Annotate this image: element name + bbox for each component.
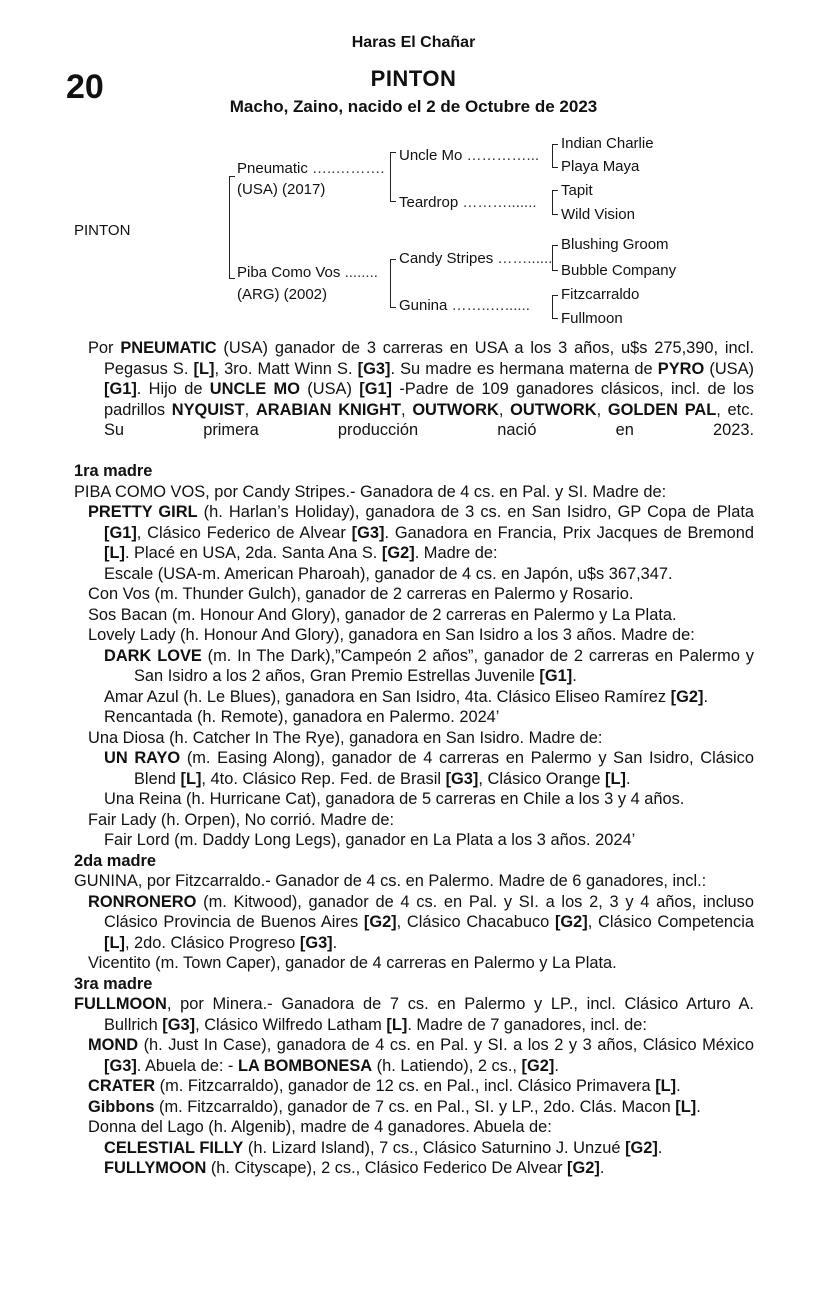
text-run: Sos Bacan (m. Honour And Glory), ganador de 2 carreras en Palermo y La Plata. [88,605,677,624]
text-run: . [599,1159,605,1177]
pedigree-sire-origin: (USA) (2017) [237,181,326,198]
bracket-line [552,270,558,271]
family-entry [74,482,754,503]
horse-description: Macho, Zaino, nacido el 2 de Octubre de 2023 [229,97,598,116]
text-run: Escale (USA-m. American Pharoah), ganador de 4 cs. en Japón, u$s 367,347. [104,564,673,583]
family-entry [74,584,754,605]
text-run: Amar Azul (h. Le Blues), ganadora en San Isidro, 4ta. Clásico Eliseo Ramírez [104,687,671,706]
bold-text: [G1] [104,380,137,398]
text-run: Donna del Lago (h. Algenib), madre de 4 ganadores. Abuela de: [88,1118,552,1136]
bracket-line [229,278,235,279]
text-run: . Ganadora en Francia, Prix Jacques de Bremond [384,523,754,542]
stud-name: Haras El Chañar [351,34,476,51]
bold-text: [L] [605,769,626,788]
text-run: . [572,667,577,685]
text-run: . Placé en USA, 2da. Santa Ana S. [124,544,382,562]
pedigree-sire-sire: Uncle Mo …………... [399,147,540,164]
horse-name: PINTON [370,66,457,91]
bold-text: [L] [104,544,125,562]
family-entry [74,789,754,810]
pedigree-gen3-7: Fitzcarraldo [561,286,640,303]
text-run: . Hijo de [136,380,210,398]
text-run: (h. Cityscape), 2 cs., Clásico Federico De Alvear [206,1159,568,1177]
pedigree-dam-sire: Candy Stripes ……...... [399,250,553,267]
family-entry [74,871,754,892]
bracket-line [390,259,396,260]
bold-text: [G2] [554,913,588,931]
bold-text: [L] [675,1097,697,1116]
text-run: . [703,687,709,706]
text-run: (USA) [299,380,360,398]
text-run: (m. Fitzcarraldo), ganador de 12 cs. en Pal., incl. Clásico Primavera [155,1077,656,1095]
family-entry [74,707,754,728]
text-run: Con Vos (m. Thunder Gulch), ganador de 2 carreras en Palermo y Rosario. [88,585,634,603]
bold-text: [L] [655,1077,677,1095]
section-heading-third-dam: 3ra madre [74,974,153,993]
pedigree-sire: Pneumatic …..………. [237,160,385,177]
bold-text: [G3] [351,523,385,542]
text-run: Lovely Lady (h. Honour And Glory), ganadora en San Isidro a los 3 años. Madre de: [88,626,695,644]
family-entry [74,810,754,831]
text-run: (h. Lizard Island), 7 cs., Clásico Saturnino J. Unzué [243,1138,626,1157]
bold-text: Gibbons [88,1097,155,1116]
text-run: , [401,400,413,419]
family-entry [74,646,754,687]
family-entry [74,748,754,789]
text-run: Vicentito (m. Town Caper), ganador de 4 carreras en Palermo y La Plata. [88,954,617,972]
bracket-line [552,245,553,271]
text-run: . [676,1077,681,1095]
family-entry [74,564,754,585]
text-run: . [554,1056,559,1075]
family-entry [74,892,754,954]
family-entry [74,830,754,851]
female-family [74,461,754,1179]
sire-paragraph [74,338,754,441]
bold-text: [G1] [359,380,393,398]
text-run: PIBA COMO VOS, por Candy Stripes.- Ganadora de 4 cs. en Pal. y SI. Madre de: [74,482,667,501]
text-run: Rencantada (h. Remote), ganadora en Palermo. 2024’ [104,708,500,726]
bold-text: [L] [193,359,215,378]
bold-text: [G2] [625,1138,658,1157]
pedigree-gen3-3: Tapit [561,182,593,199]
bold-text: [G2] [521,1056,555,1075]
text-run: , 4to. Clásico Rep. Fed. de Brasil [201,769,446,788]
bracket-line [552,167,558,168]
bracket-line [552,214,558,215]
text-run: , Clásico Chacabuco [396,913,555,931]
bracket-line [390,307,396,308]
pedigree-gen3-4: Wild Vision [561,206,635,223]
bold-text: UNCLE MO [209,380,300,398]
bold-text: DARK LOVE [104,646,202,665]
bold-text: NYQUIST [171,400,245,419]
lot-number: 20 [66,68,104,106]
text-run: Fair Lord (m. Daddy Long Legs), ganador en La Plata a los 3 años. 2024’ [104,831,636,849]
text-run: , Clásico Orange [478,769,606,788]
text-run: (m. Fitzcarraldo), ganador de 7 cs. en Pal., SI. y LP., 2do. Clás. Macon [154,1097,676,1116]
bracket-line [390,259,391,308]
sire-description [74,338,754,441]
bold-text: OUTWORK [510,400,597,419]
text-run: , [244,400,256,419]
bold-text: [G2] [670,687,704,706]
bold-text: FULLMOON [74,995,167,1013]
bold-text: [L] [104,933,125,952]
text-run: Por [88,339,121,357]
bold-text: ARABIAN KNIGHT [255,400,402,419]
bold-text: [G2] [567,1159,600,1177]
text-run: (h. Latiendo), 2 cs., [372,1056,522,1075]
bold-text: PRETTY GIRL [88,503,198,521]
family-entry [74,1117,754,1138]
bracket-line [552,144,558,145]
bold-text: [G3] [445,769,479,788]
bold-text: CELESTIAL FILLY [104,1138,244,1157]
text-run: , 3ro. Matt Winn S. [214,359,358,378]
bracket-line [390,201,396,202]
text-run: , Clásico Competencia [587,913,754,931]
text-run: (m. In The Dark),”Campeón 2 años”, ganador de 2 carreras en Palermo y San Isidro a los 2 años, Gran Premio Estrellas Juvenile [134,646,754,685]
bracket-line [552,295,558,296]
bracket-line [229,176,230,279]
bold-text: PYRO [657,359,705,378]
text-run: . [625,769,631,788]
bracket-line [552,295,553,319]
bracket-line [390,152,396,153]
pedigree-gen3-1: Indian Charlie [561,135,654,152]
pedigree-dam-origin: (ARG) (2002) [237,286,328,303]
bracket-line [552,190,553,215]
bold-text: LA BOMBONESA [237,1056,373,1075]
text-run: (USA) ganador de 3 carreras en USA a los 3 años, u$s 275,390, incl. Pegasus S. [104,339,755,378]
text-run: (h. Just In Case), ganadora de 4 cs. en Pal. y SI. a los 2 y 3 años, Clásico México [138,1036,754,1054]
bold-text: [G3] [104,1056,137,1075]
pedigree-dam: Piba Como Vos ........ [237,264,378,281]
family-entry [74,994,754,1035]
section-heading-first-dam: 1ra madre [74,462,153,480]
text-run: (m. Kitwood), ganador de 4 cs. en Pal. y SI. a los 2, 3 y 4 años, incluso Clásico Provincia de Buenos Aires [104,892,754,931]
text-run: , [498,400,511,419]
bold-text: OUTWORK [412,400,499,419]
first-dam-block [74,482,754,851]
text-run: GUNINA, por Fitzcarraldo.- Ganador de 4 cs. en Palermo. Madre de 6 ganadores, incl.: [74,872,707,890]
second-dam-block [74,871,754,974]
family-entry [74,1097,754,1118]
family-entry [74,953,754,974]
bracket-line [229,176,235,177]
pedigree-gen3-5: Blushing Groom [561,236,669,253]
pedigree-dam-dam: Gunina ……..…...... [399,297,530,314]
bold-text: UN RAYO [104,749,181,767]
bracket-line [552,318,558,319]
bold-text: [G3] [357,359,391,378]
pedigree-sire-dam: Teardrop ………....... [399,194,537,211]
text-run: . [657,1138,663,1157]
bold-text: PNEUMATIC [120,339,217,357]
bold-text: GOLDEN PAL [607,400,717,419]
text-run: -Padre de 109 ganadores clásicos, incl. de los padrillos [104,380,754,419]
family-entry [74,502,754,564]
bold-text: [L] [180,769,202,788]
text-run: , [596,400,608,419]
bold-text: FULLYMOON [104,1159,207,1177]
family-entry [74,687,754,708]
text-run: Una Reina (h. Hurricane Cat), ganadora de 5 carreras en Chile a los 3 y 4 años. [104,790,685,808]
bold-text: [G2] [381,544,415,562]
family-entry [74,605,754,626]
bold-text: [G1] [539,667,573,685]
text-run: (m. Easing Along), ganador de 4 carreras en Palermo y San Isidro, Clásico Blend [134,749,754,788]
section-heading-second-dam: 2da madre [74,851,156,870]
text-run: (h. Harlan’s Holiday), ganadora de 3 cs. en San Isidro, GP Copa de Plata [197,503,754,521]
family-entry [74,728,754,749]
text-run: . Madre de 7 ganadores, incl. de: [407,1015,647,1034]
bracket-line [552,245,558,246]
bold-text: [L] [386,1015,408,1034]
text-run: , Clásico Federico de Alvear [136,523,352,542]
bold-text: [G2] [363,913,397,931]
text-run: Una Diosa (h. Catcher In The Rye), ganadora en San Isidro. Madre de: [88,728,603,747]
bold-text: RONRONERO [88,892,197,911]
text-run: , Clásico Wilfredo Latham [195,1015,387,1034]
text-run: , por Minera.- Ganadora de 7 cs. en Palermo y LP., incl. Clásico Arturo A. Bullrich [104,995,754,1034]
bold-text: [G1] [104,523,137,542]
text-run: . [696,1097,701,1116]
text-run: . Madre de: [414,544,498,562]
bold-text: MOND [88,1036,139,1054]
text-run: . Abuela de: - [136,1056,238,1075]
text-run: , etc. Su primera producción nació en 2023. [104,400,754,439]
bold-text: CRATER [88,1077,156,1095]
family-entry [74,1158,754,1179]
pedigree-gen3-8: Fullmoon [561,310,623,327]
text-run: . Su madre es hermana materna de [390,359,658,378]
pedigree-subject: PINTON [74,222,131,239]
pedigree-gen3-6: Bubble Company [561,262,677,279]
bold-text: [G3] [162,1015,196,1034]
family-entry [74,1138,754,1159]
text-run: (USA) [704,359,754,378]
bracket-line [552,190,558,191]
bracket-line [552,144,553,168]
family-entry [74,1035,754,1076]
pedigree-gen3-2: Playa Maya [561,158,640,175]
family-entry [74,1076,754,1097]
text-run: . [332,933,338,952]
text-run: Fair Lady (h. Orpen), No corrió. Madre de: [88,810,395,829]
third-dam-block [74,994,754,1179]
bold-text: [G3] [299,933,333,952]
family-entry [74,625,754,646]
text-run: , 2do. Clásico Progreso [124,933,300,952]
bracket-line [390,152,391,202]
